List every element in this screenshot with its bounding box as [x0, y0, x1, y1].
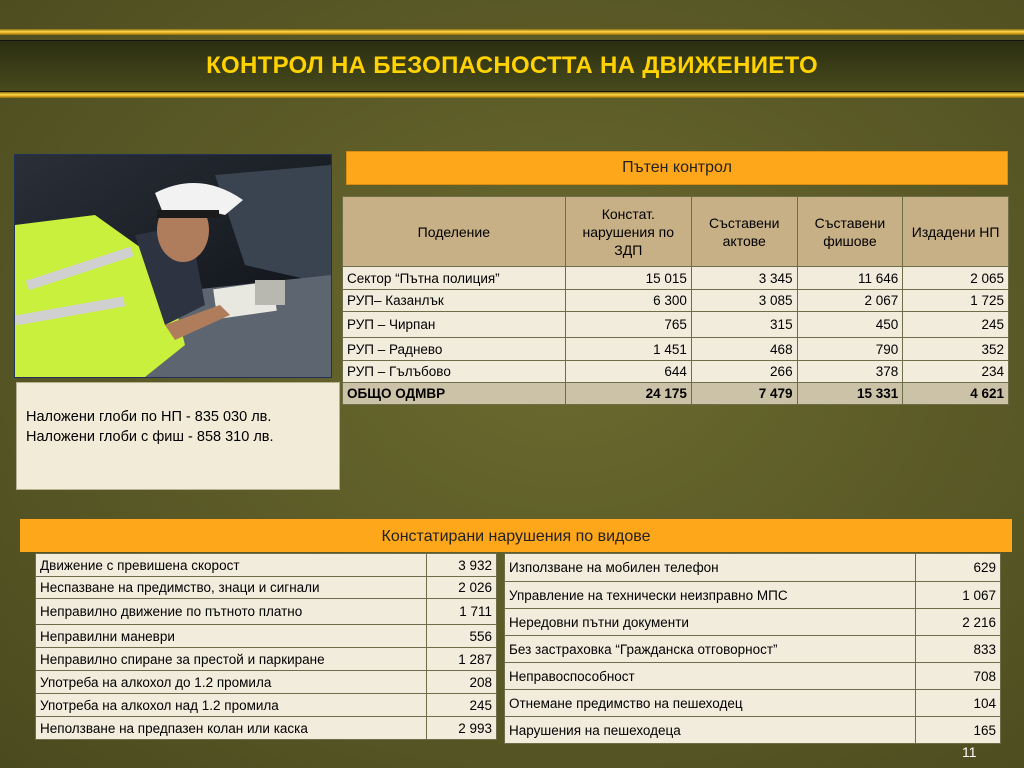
cell: 2 216 — [916, 609, 1001, 636]
cell: 352 — [903, 338, 1009, 361]
col-header: Съставени фишове — [797, 197, 903, 267]
page-title: КОНТРОЛ НА БЕЗОПАСНОСТТА НА ДВИЖЕНИЕТО — [206, 52, 818, 79]
violations-table-right — [504, 553, 1001, 744]
cell: 765 — [565, 312, 691, 338]
cell: 1 287 — [427, 648, 497, 671]
table-row — [343, 312, 1009, 338]
table-row — [36, 648, 497, 671]
table-row — [343, 361, 1009, 383]
table-row — [36, 577, 497, 599]
table-header-row — [343, 197, 1009, 267]
table-row — [505, 690, 1001, 717]
top-gold-line — [0, 29, 1024, 35]
cell: 629 — [916, 554, 1001, 582]
cell: 790 — [797, 338, 903, 361]
violations-table-left — [35, 553, 497, 740]
table-row — [36, 717, 497, 740]
cell: 315 — [691, 312, 797, 338]
table-row — [343, 290, 1009, 312]
cell: Отнемане предимство на пешеходец — [505, 690, 916, 717]
table-row — [505, 636, 1001, 663]
total-row — [343, 383, 1009, 405]
cell: 2 067 — [797, 290, 903, 312]
cell: 11 646 — [797, 267, 903, 290]
table-row — [36, 599, 497, 625]
cell: Нарушения на пешеходеца — [505, 717, 916, 744]
cell: РУП – Гълъбово — [343, 361, 566, 383]
col-header: Съставени актове — [691, 197, 797, 267]
cell: Управление на технически неизправно МПС — [505, 582, 916, 609]
cell: 450 — [797, 312, 903, 338]
cell: Употреба на алкохол до 1.2 промила — [36, 671, 427, 694]
table-row — [505, 554, 1001, 582]
table-row — [36, 554, 497, 577]
cell: РУП– Казанлък — [343, 290, 566, 312]
table-row — [343, 338, 1009, 361]
cell: 1 451 — [565, 338, 691, 361]
table-row — [505, 663, 1001, 690]
cell: 556 — [427, 625, 497, 648]
cell: 2 026 — [427, 577, 497, 599]
cell: 24 175 — [565, 383, 691, 405]
cell: Сектор “Пътна полиция” — [343, 267, 566, 290]
cell: Употреба на алкохол над 1.2 промила — [36, 694, 427, 717]
cell: Неспазване на предимство, знаци и сигнали — [36, 577, 427, 599]
cell: 15 331 — [797, 383, 903, 405]
fines-line-np: Наложени глоби по НП - 835 030 лв. — [26, 409, 272, 425]
road-control-table — [342, 196, 1009, 405]
cell: 2 993 — [427, 717, 497, 740]
cell: Неправоспособност — [505, 663, 916, 690]
cell: 234 — [903, 361, 1009, 383]
cell: 378 — [797, 361, 903, 383]
violations-heading: Констатирани нарушения по видове — [20, 519, 1012, 552]
page-number: 11 — [962, 744, 977, 760]
fines-note — [16, 382, 340, 490]
cell: Без застраховка “Гражданска отговорност” — [505, 636, 916, 663]
cell: РУП – Раднево — [343, 338, 566, 361]
fines-line-fish: Наложени глоби с фиш - 858 310 лв. — [26, 429, 274, 445]
cell: Неползване на предпазен колан или каска — [36, 717, 427, 740]
cell: 708 — [916, 663, 1001, 690]
cell: 644 — [565, 361, 691, 383]
table-row — [505, 717, 1001, 744]
cell: 3 085 — [691, 290, 797, 312]
col-header: Поделение — [343, 197, 566, 267]
cell: 3 345 — [691, 267, 797, 290]
cell: ОБЩО ОДМВР — [343, 383, 566, 405]
cell: Неправилни маневри — [36, 625, 427, 648]
cell: 208 — [427, 671, 497, 694]
cell: 4 621 — [903, 383, 1009, 405]
bottom-gold-line — [0, 92, 1024, 98]
police-officer-photo — [14, 154, 332, 378]
cell: 6 300 — [565, 290, 691, 312]
table-row — [36, 625, 497, 648]
table-row — [36, 671, 497, 694]
cell: 468 — [691, 338, 797, 361]
cell: 245 — [903, 312, 1009, 338]
cell: 833 — [916, 636, 1001, 663]
cell: 3 932 — [427, 554, 497, 577]
cell: 1 067 — [916, 582, 1001, 609]
cell: 1 725 — [903, 290, 1009, 312]
road-control-heading: Пътен контрол — [346, 151, 1008, 185]
cell: 104 — [916, 690, 1001, 717]
cell: Движение с превишена скорост — [36, 554, 427, 577]
cell: 2 065 — [903, 267, 1009, 290]
table-row — [505, 582, 1001, 609]
table-row — [36, 694, 497, 717]
cell: 1 711 — [427, 599, 497, 625]
cell: 7 479 — [691, 383, 797, 405]
table-row — [343, 267, 1009, 290]
col-header: Констат. нарушения по ЗДП — [565, 197, 691, 267]
cell: Нередовни пътни документи — [505, 609, 916, 636]
col-header: Издадени НП — [903, 197, 1009, 267]
cell: Неправилно движение по пътното платно — [36, 599, 427, 625]
cell: 266 — [691, 361, 797, 383]
table-row — [505, 609, 1001, 636]
cell: 15 015 — [565, 267, 691, 290]
cell: Използване на мобилен телефон — [505, 554, 916, 582]
cell: 165 — [916, 717, 1001, 744]
cell: Неправилно спиране за престой и паркиране — [36, 648, 427, 671]
cell: РУП – Чирпан — [343, 312, 566, 338]
cell: 245 — [427, 694, 497, 717]
